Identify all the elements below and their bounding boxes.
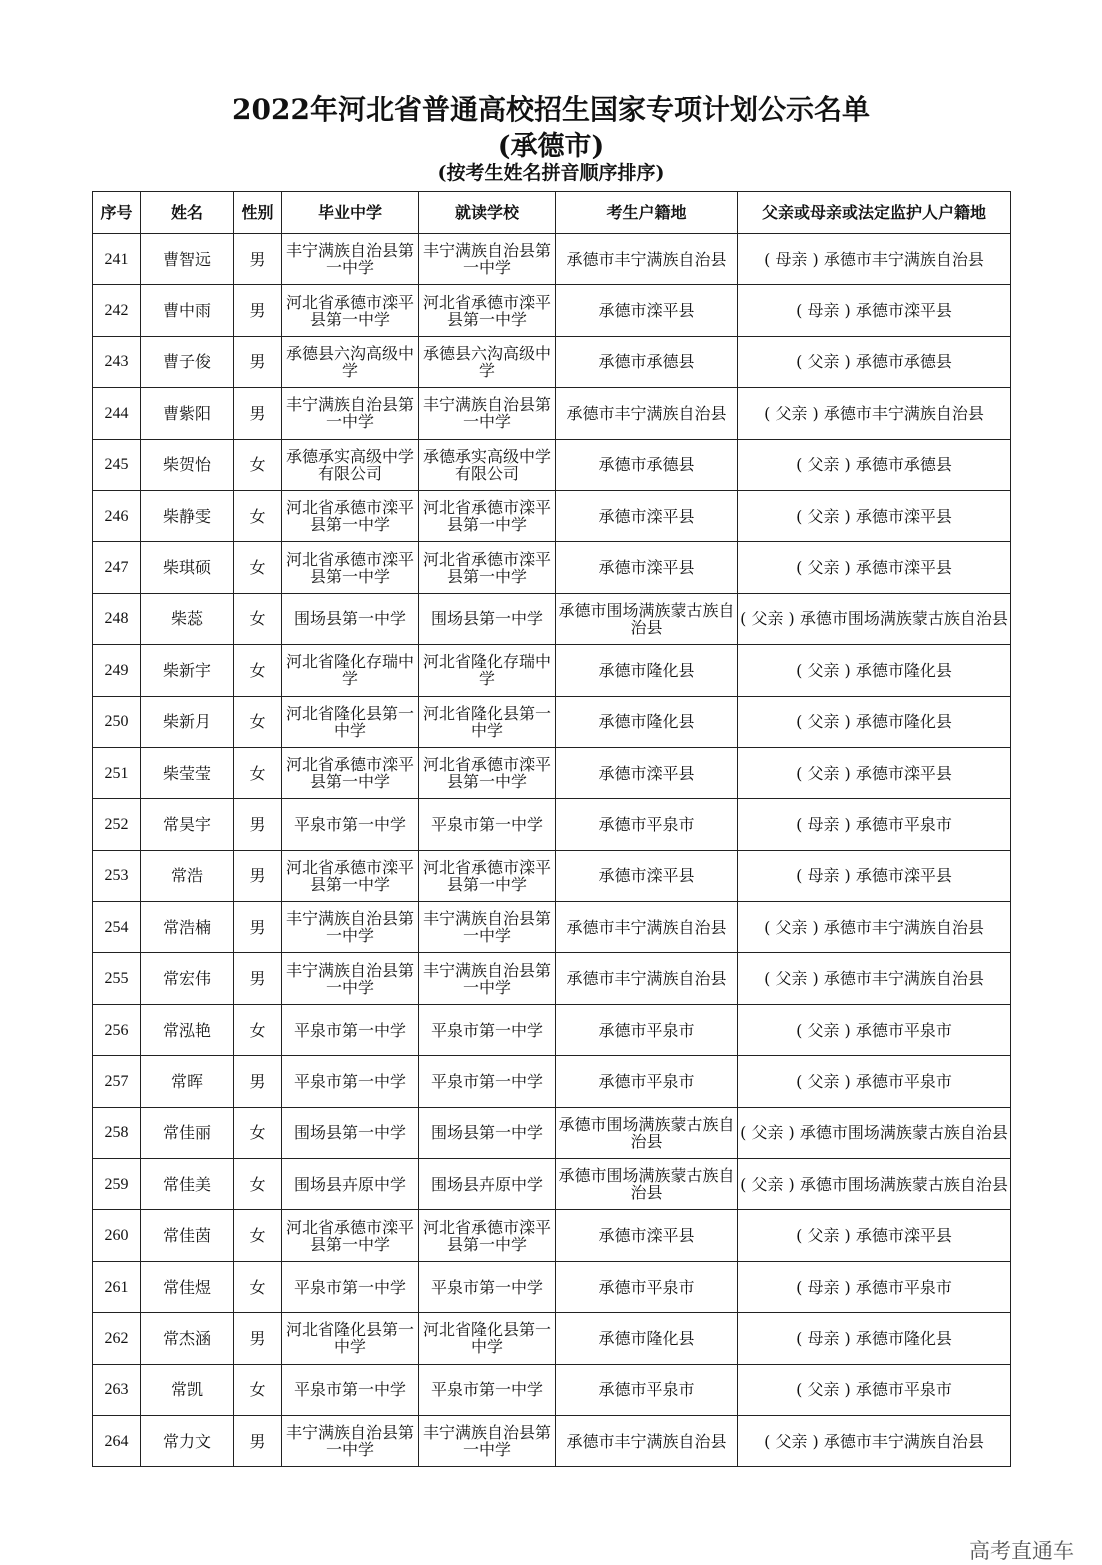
cell-household: 承德市滦平县 (556, 542, 738, 593)
cell-seq: 262 (93, 1313, 141, 1364)
table-row (93, 1261, 1011, 1312)
cell-household: 承德市丰宁满族自治县 (556, 234, 738, 285)
cell-gender: 男 (234, 850, 282, 901)
cell-name: 常凯 (141, 1364, 234, 1415)
watermark: 高考直通车 (969, 1539, 1074, 1563)
cell-household: 承德市承德县 (556, 336, 738, 387)
cell-current-school: 围场县卉原中学 (419, 1159, 556, 1210)
cell-current-school: 丰宁满族自治县第一中学 (419, 953, 556, 1004)
cell-household: 承德市平泉市 (556, 1261, 738, 1312)
cell-household: 承德市滦平县 (556, 285, 738, 336)
cell-graduation-school: 河北省承德市滦平县第一中学 (282, 850, 419, 901)
cell-guardian-household: ( 父亲 ) 承德市丰宁满族自治县 (738, 388, 1011, 439)
cell-graduation-school: 围场县卉原中学 (282, 1159, 419, 1210)
cell-current-school: 河北省隆化县第一中学 (419, 696, 556, 747)
cell-seq: 255 (93, 953, 141, 1004)
cell-current-school: 河北省承德市滦平县第一中学 (419, 1210, 556, 1261)
cell-current-school: 平泉市第一中学 (419, 799, 556, 850)
cell-graduation-school: 河北省承德市滦平县第一中学 (282, 747, 419, 798)
cell-guardian-household: ( 母亲 ) 承德市滦平县 (738, 285, 1011, 336)
cell-household: 承德市丰宁满族自治县 (556, 1415, 738, 1466)
cell-gender: 男 (234, 1313, 282, 1364)
table-row (93, 1210, 1011, 1261)
cell-graduation-school: 平泉市第一中学 (282, 799, 419, 850)
cell-seq: 243 (93, 336, 141, 387)
cell-current-school: 平泉市第一中学 (419, 1004, 556, 1055)
cell-name: 常昊宇 (141, 799, 234, 850)
cell-gender: 女 (234, 696, 282, 747)
table-row (93, 953, 1011, 1004)
cell-guardian-household: ( 母亲 ) 承德市平泉市 (738, 1261, 1011, 1312)
cell-household: 承德市滦平县 (556, 747, 738, 798)
cell-current-school: 丰宁满族自治县第一中学 (419, 388, 556, 439)
cell-seq: 244 (93, 388, 141, 439)
cell-household: 承德市滦平县 (556, 490, 738, 541)
header-household: 考生户籍地 (556, 192, 738, 234)
cell-guardian-household: ( 父亲 ) 承德市围场满族蒙古族自治县 (738, 1107, 1011, 1158)
cell-gender: 男 (234, 1056, 282, 1107)
cell-gender: 女 (234, 1210, 282, 1261)
cell-current-school: 河北省承德市滦平县第一中学 (419, 747, 556, 798)
cell-seq: 247 (93, 542, 141, 593)
table-row (93, 336, 1011, 387)
cell-guardian-household: ( 父亲 ) 承德市承德县 (738, 336, 1011, 387)
cell-current-school: 平泉市第一中学 (419, 1261, 556, 1312)
cell-household: 承德市隆化县 (556, 696, 738, 747)
cell-household: 承德市滦平县 (556, 1210, 738, 1261)
cell-current-school: 河北省承德市滦平县第一中学 (419, 542, 556, 593)
cell-current-school: 围场县第一中学 (419, 593, 556, 644)
cell-name: 常佳煜 (141, 1261, 234, 1312)
cell-name: 常宏伟 (141, 953, 234, 1004)
cell-guardian-household: ( 父亲 ) 承德市平泉市 (738, 1004, 1011, 1055)
cell-household: 承德市隆化县 (556, 645, 738, 696)
cell-guardian-household: ( 父亲 ) 承德市平泉市 (738, 1056, 1011, 1107)
header-guardian-household: 父亲或母亲或法定监护人户籍地 (738, 192, 1011, 234)
cell-gender: 男 (234, 799, 282, 850)
table-row (93, 1107, 1011, 1158)
cell-gender: 女 (234, 1261, 282, 1312)
cell-guardian-household: ( 父亲 ) 承德市平泉市 (738, 1364, 1011, 1415)
cell-current-school: 河北省隆化存瑞中学 (419, 645, 556, 696)
header-seq: 序号 (93, 192, 141, 234)
table-row (93, 388, 1011, 439)
cell-name: 柴莹莹 (141, 747, 234, 798)
document-sort-note: (按考生姓名拼音顺序排序) (437, 162, 665, 184)
cell-gender: 女 (234, 1364, 282, 1415)
cell-graduation-school: 丰宁满族自治县第一中学 (282, 388, 419, 439)
cell-household: 承德市滦平县 (556, 850, 738, 901)
cell-name: 常力文 (141, 1415, 234, 1466)
cell-household: 承德市承德县 (556, 439, 738, 490)
cell-guardian-household: ( 父亲 ) 承德市丰宁满族自治县 (738, 953, 1011, 1004)
cell-name: 曹中雨 (141, 285, 234, 336)
cell-seq: 263 (93, 1364, 141, 1415)
cell-graduation-school: 围场县第一中学 (282, 1107, 419, 1158)
cell-graduation-school: 承德县六沟高级中学 (282, 336, 419, 387)
cell-seq: 248 (93, 593, 141, 644)
cell-graduation-school: 河北省承德市滦平县第一中学 (282, 490, 419, 541)
table-header-row (93, 192, 1011, 234)
cell-name: 曹子俊 (141, 336, 234, 387)
cell-gender: 男 (234, 953, 282, 1004)
cell-seq: 260 (93, 1210, 141, 1261)
cell-guardian-household: ( 父亲 ) 承德市滦平县 (738, 542, 1011, 593)
table-row (93, 902, 1011, 953)
cell-gender: 男 (234, 285, 282, 336)
table-body (93, 234, 1011, 1467)
cell-guardian-household: ( 父亲 ) 承德市围场满族蒙古族自治县 (738, 593, 1011, 644)
cell-household: 承德市平泉市 (556, 1056, 738, 1107)
table-row (93, 747, 1011, 798)
cell-gender: 男 (234, 902, 282, 953)
cell-name: 柴琪硕 (141, 542, 234, 593)
cell-guardian-household: ( 父亲 ) 承德市承德县 (738, 439, 1011, 490)
cell-name: 柴贺怡 (141, 439, 234, 490)
cell-name: 柴新月 (141, 696, 234, 747)
header-name: 姓名 (141, 192, 234, 234)
cell-gender: 女 (234, 542, 282, 593)
cell-seq: 261 (93, 1261, 141, 1312)
cell-seq: 254 (93, 902, 141, 953)
cell-name: 曹智远 (141, 234, 234, 285)
cell-guardian-household: ( 父亲 ) 承德市围场满族蒙古族自治县 (738, 1159, 1011, 1210)
cell-graduation-school: 河北省隆化县第一中学 (282, 696, 419, 747)
cell-guardian-household: ( 父亲 ) 承德市滦平县 (738, 490, 1011, 541)
cell-gender: 女 (234, 1004, 282, 1055)
cell-graduation-school: 围场县第一中学 (282, 593, 419, 644)
cell-gender: 女 (234, 490, 282, 541)
cell-name: 柴蕊 (141, 593, 234, 644)
cell-household: 承德市丰宁满族自治县 (556, 953, 738, 1004)
cell-guardian-household: ( 父亲 ) 承德市隆化县 (738, 696, 1011, 747)
cell-name: 常泓艳 (141, 1004, 234, 1055)
cell-graduation-school: 丰宁满族自治县第一中学 (282, 953, 419, 1004)
cell-seq: 259 (93, 1159, 141, 1210)
cell-seq: 250 (93, 696, 141, 747)
cell-seq: 246 (93, 490, 141, 541)
cell-household: 承德市围场满族蒙古族自治县 (556, 1107, 738, 1158)
cell-name: 常浩楠 (141, 902, 234, 953)
cell-guardian-household: ( 父亲 ) 承德市丰宁满族自治县 (738, 1415, 1011, 1466)
header-graduation-school: 毕业中学 (282, 192, 419, 234)
cell-name: 柴静雯 (141, 490, 234, 541)
table-row (93, 542, 1011, 593)
document-title: 2022年河北省普通高校招生国家专项计划公示名单 (232, 93, 870, 126)
cell-seq: 241 (93, 234, 141, 285)
cell-current-school: 河北省承德市滦平县第一中学 (419, 285, 556, 336)
cell-guardian-household: ( 母亲 ) 承德市平泉市 (738, 799, 1011, 850)
cell-current-school: 河北省隆化县第一中学 (419, 1313, 556, 1364)
cell-current-school: 丰宁满族自治县第一中学 (419, 1415, 556, 1466)
cell-seq: 256 (93, 1004, 141, 1055)
table-row (93, 850, 1011, 901)
cell-graduation-school: 平泉市第一中学 (282, 1261, 419, 1312)
cell-current-school: 承德承实高级中学有限公司 (419, 439, 556, 490)
cell-household: 承德市平泉市 (556, 1004, 738, 1055)
cell-name: 柴新宇 (141, 645, 234, 696)
cell-graduation-school: 平泉市第一中学 (282, 1364, 419, 1415)
cell-seq: 253 (93, 850, 141, 901)
table-row (93, 1004, 1011, 1055)
cell-graduation-school: 平泉市第一中学 (282, 1004, 419, 1055)
cell-seq: 258 (93, 1107, 141, 1158)
cell-gender: 女 (234, 439, 282, 490)
cell-name: 常佳丽 (141, 1107, 234, 1158)
table-row (93, 285, 1011, 336)
table-row (93, 234, 1011, 285)
cell-guardian-household: ( 母亲 ) 承德市丰宁满族自治县 (738, 234, 1011, 285)
cell-gender: 男 (234, 234, 282, 285)
table-row (93, 1313, 1011, 1364)
cell-graduation-school: 丰宁满族自治县第一中学 (282, 1415, 419, 1466)
cell-current-school: 承德县六沟高级中学 (419, 336, 556, 387)
cell-seq: 242 (93, 285, 141, 336)
cell-guardian-household: ( 父亲 ) 承德市滦平县 (738, 747, 1011, 798)
cell-gender: 女 (234, 593, 282, 644)
table-row (93, 1159, 1011, 1210)
cell-household: 承德市隆化县 (556, 1313, 738, 1364)
cell-current-school: 平泉市第一中学 (419, 1364, 556, 1415)
table-row (93, 1415, 1011, 1466)
cell-seq: 249 (93, 645, 141, 696)
table-row (93, 490, 1011, 541)
table-row (93, 696, 1011, 747)
cell-graduation-school: 丰宁满族自治县第一中学 (282, 234, 419, 285)
cell-household: 承德市丰宁满族自治县 (556, 902, 738, 953)
cell-seq: 251 (93, 747, 141, 798)
roster-table (92, 191, 1011, 1467)
cell-graduation-school: 河北省隆化县第一中学 (282, 1313, 419, 1364)
cell-current-school: 丰宁满族自治县第一中学 (419, 902, 556, 953)
cell-seq: 257 (93, 1056, 141, 1107)
table-row (93, 439, 1011, 490)
cell-graduation-school: 河北省承德市滦平县第一中学 (282, 285, 419, 336)
header-current-school: 就读学校 (419, 192, 556, 234)
cell-household: 承德市平泉市 (556, 1364, 738, 1415)
cell-current-school: 丰宁满族自治县第一中学 (419, 234, 556, 285)
table-row (93, 645, 1011, 696)
cell-household: 承德市丰宁满族自治县 (556, 388, 738, 439)
cell-graduation-school: 河北省隆化存瑞中学 (282, 645, 419, 696)
cell-gender: 女 (234, 1159, 282, 1210)
cell-gender: 男 (234, 336, 282, 387)
cell-household: 承德市围场满族蒙古族自治县 (556, 1159, 738, 1210)
cell-name: 常浩 (141, 850, 234, 901)
cell-guardian-household: ( 父亲 ) 承德市丰宁满族自治县 (738, 902, 1011, 953)
cell-current-school: 河北省承德市滦平县第一中学 (419, 850, 556, 901)
cell-seq: 252 (93, 799, 141, 850)
cell-name: 常杰涵 (141, 1313, 234, 1364)
cell-guardian-household: ( 母亲 ) 承德市隆化县 (738, 1313, 1011, 1364)
cell-name: 曹紫阳 (141, 388, 234, 439)
table-row (93, 799, 1011, 850)
cell-graduation-school: 河北省承德市滦平县第一中学 (282, 542, 419, 593)
table-row (93, 593, 1011, 644)
document-subtitle-city: (承德市) (497, 131, 605, 162)
cell-current-school: 平泉市第一中学 (419, 1056, 556, 1107)
cell-household: 承德市围场满族蒙古族自治县 (556, 593, 738, 644)
cell-guardian-household: ( 母亲 ) 承德市滦平县 (738, 850, 1011, 901)
cell-name: 常晖 (141, 1056, 234, 1107)
cell-seq: 264 (93, 1415, 141, 1466)
cell-name: 常佳茵 (141, 1210, 234, 1261)
table-row (93, 1364, 1011, 1415)
cell-graduation-school: 河北省承德市滦平县第一中学 (282, 1210, 419, 1261)
cell-current-school: 河北省承德市滦平县第一中学 (419, 490, 556, 541)
cell-gender: 女 (234, 1107, 282, 1158)
cell-current-school: 围场县第一中学 (419, 1107, 556, 1158)
cell-gender: 男 (234, 388, 282, 439)
cell-gender: 男 (234, 1415, 282, 1466)
table-row (93, 1056, 1011, 1107)
cell-seq: 245 (93, 439, 141, 490)
cell-guardian-household: ( 父亲 ) 承德市隆化县 (738, 645, 1011, 696)
header-gender: 性别 (234, 192, 282, 234)
cell-name: 常佳美 (141, 1159, 234, 1210)
cell-gender: 女 (234, 645, 282, 696)
cell-gender: 女 (234, 747, 282, 798)
cell-graduation-school: 承德承实高级中学有限公司 (282, 439, 419, 490)
cell-household: 承德市平泉市 (556, 799, 738, 850)
cell-graduation-school: 丰宁满族自治县第一中学 (282, 902, 419, 953)
cell-guardian-household: ( 父亲 ) 承德市滦平县 (738, 1210, 1011, 1261)
cell-graduation-school: 平泉市第一中学 (282, 1056, 419, 1107)
